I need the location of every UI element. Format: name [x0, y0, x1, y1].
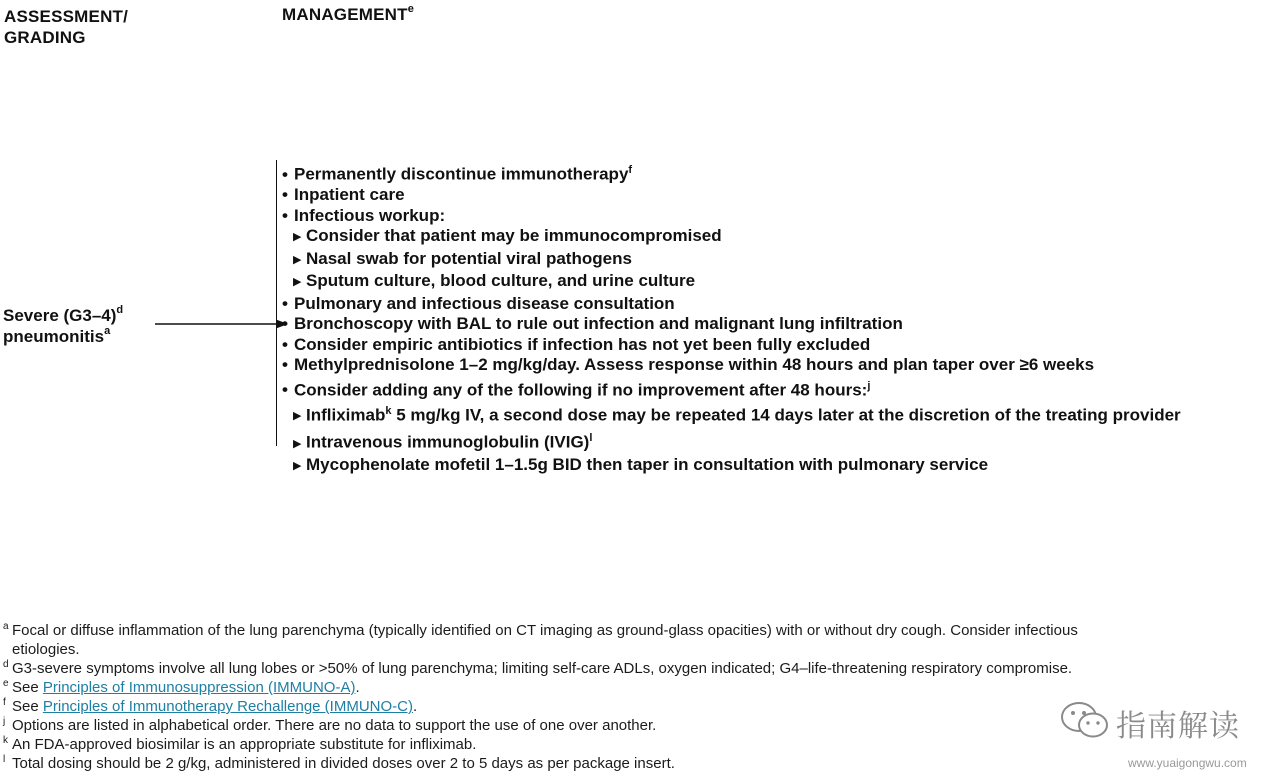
watermark-text: 指南解读: [1116, 709, 1240, 744]
diagnosis-line2: [3, 326, 123, 347]
management-item-text: Infectious workup:: [294, 205, 446, 225]
footnote-d-text: G3-severe symptoms involve all lung lobes or >50% of lung parenchyma; limiting self-care ADLs, oxygen indicated; G4–life-threatening respiratory compromise.: [12, 660, 1073, 677]
footnote-l-mark: l: [3, 754, 6, 765]
management-item-sup: f: [628, 164, 633, 176]
footnote-e: [4, 678, 1244, 697]
management-item: [282, 185, 1181, 206]
management-subitem: [282, 455, 1181, 478]
footnote-k-mark: k: [3, 735, 8, 746]
diagnosis-line1: [3, 305, 123, 326]
bullet-icon: •: [282, 293, 288, 313]
footnote-d-mark: d: [3, 659, 9, 670]
footnote-j-mark: j: [3, 716, 6, 727]
immuno-c-link[interactable]: Principles of Immunotherapy Rechallenge (IMMUNO-C): [42, 698, 413, 715]
footnote-e-mark: e: [3, 678, 9, 689]
triangle-bullet-icon: ▶: [293, 231, 302, 244]
management-item-text: Inpatient care: [294, 185, 405, 205]
bullet-icon: •: [282, 380, 288, 400]
footnote-e-suffix: .: [355, 679, 360, 696]
diagnosis-line1-sup: d: [116, 304, 124, 317]
wechat-icon: [1058, 698, 1112, 742]
management-item: [282, 314, 1181, 335]
watermark-site: www.yuaigongwu.com: [1128, 756, 1247, 770]
footnote-e-prefix: See: [12, 679, 43, 696]
management-subitem: [282, 226, 1181, 249]
footnote-f-prefix: See: [12, 698, 43, 715]
management-header-text: MANAGEMENT: [282, 5, 408, 24]
assessment-grading-header: [4, 6, 128, 48]
footnote-l-text: Total dosing should be 2 g/kg, administered in divided doses over 2 to 5 days as per package insert.: [12, 755, 675, 772]
triangle-bullet-icon: ▶: [293, 437, 302, 450]
management-item-text: Permanently discontinue immunotherapy: [294, 164, 629, 184]
management-item-text: Infliximab: [306, 405, 386, 425]
management-item-text: Consider adding any of the following if no improvement after 48 hours:: [294, 380, 868, 400]
triangle-bullet-icon: ▶: [293, 460, 302, 473]
management-item: [282, 376, 1181, 401]
footnote-k-text: An FDA-approved biosimilar is an appropriate substitute for infliximab.: [12, 736, 477, 753]
diagnosis-line2-sup: a: [104, 325, 111, 338]
management-list: [282, 160, 1181, 478]
assessment-header-line1: ASSESSMENT/: [4, 7, 129, 26]
triangle-bullet-icon: ▶: [293, 276, 302, 289]
management-item-text: Bronchoscopy with BAL to rule out infection and malignant lung infiltration: [294, 314, 903, 334]
management-item: [282, 160, 1181, 185]
bullet-icon: •: [282, 164, 288, 184]
management-item-text: Intravenous immunoglobulin (IVIG): [306, 432, 590, 452]
triangle-bullet-icon: ▶: [293, 253, 302, 266]
bullet-icon: •: [282, 205, 288, 225]
management-bracket: [276, 160, 280, 446]
management-subitem: [282, 401, 1181, 428]
arrow-right-icon: [155, 316, 288, 332]
management-item: [282, 206, 1181, 227]
management-item-sup: k: [385, 404, 392, 417]
diagnosis-line1-text: Severe (G3–4): [3, 306, 117, 325]
management-item-sup: j: [867, 379, 871, 392]
bullet-icon: •: [282, 334, 288, 354]
management-header: [282, 4, 414, 25]
management-item-text: Methylprednisolone 1–2 mg/kg/day. Assess response within 48 hours and plan taper over ≥6 weeks: [294, 355, 1095, 375]
management-item-sup: l: [589, 431, 593, 444]
management-item-text: Nasal swab for potential viral pathogens: [306, 248, 632, 268]
footnote-f-mark: f: [3, 697, 6, 708]
bullet-icon: •: [282, 185, 288, 205]
footnote-j-text: Options are listed in alphabetical order. There are no data to support the use of one over another.: [12, 717, 657, 734]
diagnosis-label: [3, 305, 123, 347]
management-header-sup: e: [407, 3, 415, 16]
footnote-a-text-2: etiologies.: [12, 641, 80, 658]
management-item-text: Pulmonary and infectious disease consultation: [294, 293, 675, 313]
diagnosis-line2-text: pneumonitis: [3, 327, 105, 346]
bullet-icon: •: [282, 314, 288, 334]
watermark: [1058, 696, 1263, 744]
footnote-a: [4, 621, 1244, 659]
management-subitem: [282, 428, 1181, 455]
immuno-a-link[interactable]: Principles of Immunosuppression (IMMUNO-A): [42, 679, 356, 696]
management-item-text: Mycophenolate mofetil 1–1.5g BID then taper in consultation with pulmonary service: [306, 455, 989, 475]
management-item-text-cont: 5 mg/kg IV, a second dose may be repeated 14 days later at the discretion of the treating provider: [391, 405, 1181, 425]
assessment-header-line2: GRADING: [4, 28, 86, 47]
footnote-a-mark: a: [3, 621, 9, 632]
footnote-a-text-1: Focal or diffuse inflammation of the lung parenchyma (typically identified on CT imaging as ground-glass opacities) with or without dry cough. Consider infectious: [12, 622, 1078, 639]
management-item-text: Sputum culture, blood culture, and urine culture: [306, 271, 696, 291]
footnote-l: [4, 754, 1244, 773]
management-item: [282, 294, 1181, 315]
management-item: [282, 335, 1181, 356]
management-item-text: Consider empiric antibiotics if infection has not yet been fully excluded: [294, 334, 871, 354]
bullet-icon: •: [282, 355, 288, 375]
management-subitem: [282, 249, 1181, 272]
management-item-text: Consider that patient may be immunocompromised: [306, 226, 722, 246]
triangle-bullet-icon: ▶: [293, 410, 302, 423]
footnote-d: [4, 659, 1244, 678]
management-item: [282, 355, 1181, 376]
footnote-f-suffix: .: [412, 698, 418, 715]
management-subitem: [282, 271, 1181, 294]
